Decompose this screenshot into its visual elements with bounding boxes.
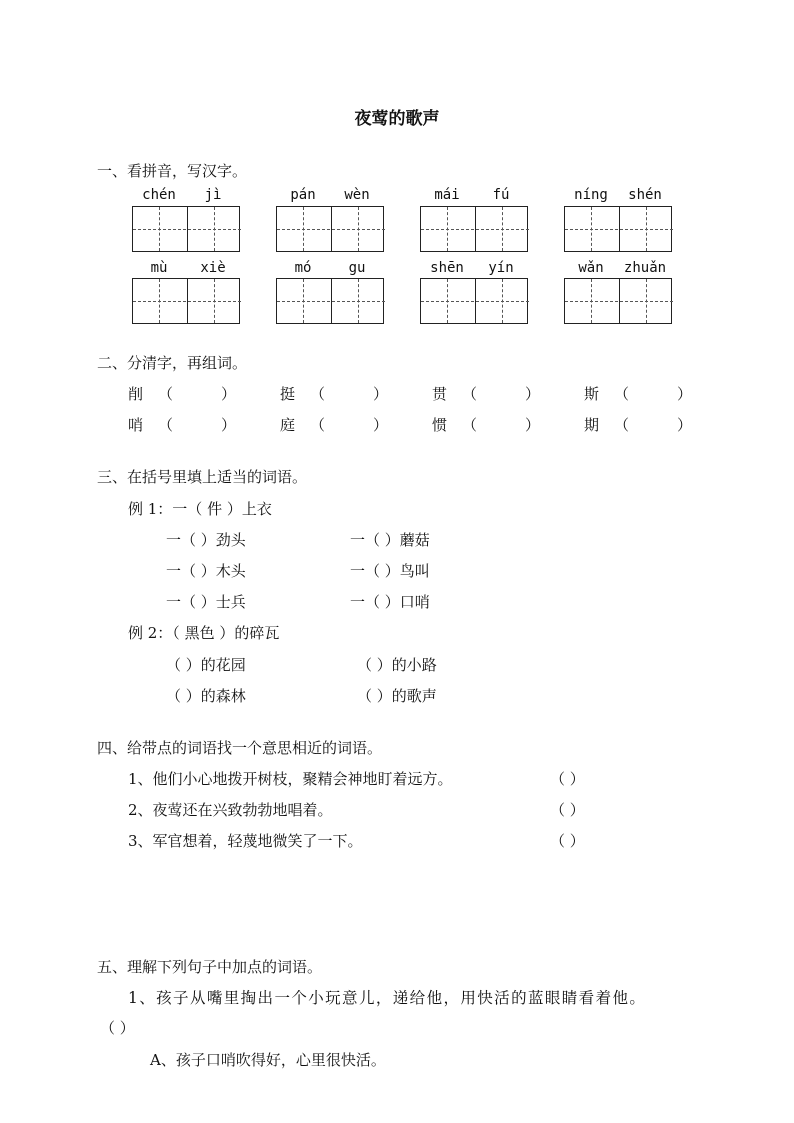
modifier-item: （ ）的小路 <box>357 656 437 674</box>
pinyin-label: gu <box>348 260 366 276</box>
pinyin-label: mù <box>150 260 168 276</box>
option-a: A、孩子口哨吹得好，心里很快活。 <box>150 1051 386 1069</box>
guide-line <box>620 301 673 302</box>
grid-cell[interactable] <box>421 279 474 323</box>
comprehension-question: 1、孩子从嘴里掏出一个小玩意儿，递给他，用快活的蓝眼睛看着他。 <box>128 989 647 1007</box>
answer-blank[interactable]: （ ） <box>550 832 585 850</box>
guide-line <box>188 229 241 230</box>
pinyin-label: zhuǎn <box>623 260 667 276</box>
compare-character: 贯 <box>432 385 448 403</box>
guide-line <box>332 301 385 302</box>
guide-line <box>565 229 618 230</box>
pinyin-label: mái <box>434 187 460 203</box>
pinyin-label: wǎn <box>578 260 604 276</box>
guide-line <box>620 229 673 230</box>
guide-line <box>421 229 474 230</box>
pinyin-label: yín <box>488 260 514 276</box>
grid-cell[interactable] <box>331 279 385 323</box>
compare-character: 庭 <box>280 416 296 434</box>
answer-blank[interactable]: （ ） <box>100 1019 135 1037</box>
grid-cell[interactable] <box>421 207 474 251</box>
pinyin-label: pán <box>290 187 316 203</box>
compare-character: 斯 <box>584 385 600 403</box>
grid-cell[interactable] <box>187 207 241 251</box>
page-title: 夜莺的歌声 <box>354 109 440 129</box>
writing-grid[interactable] <box>420 278 528 324</box>
example1-label: 例 1：一（ 件 ）上衣 <box>128 500 272 518</box>
compare-character: 期 <box>584 416 600 434</box>
synonym-question: 3、军官想着，轻蔑地微笑了一下。 <box>128 832 363 850</box>
writing-grid[interactable] <box>564 278 672 324</box>
pinyin-label: jì <box>204 187 222 203</box>
pinyin-label: níng <box>574 187 608 203</box>
answer-blank[interactable]: （ ） <box>550 801 585 819</box>
measure-item: 一（ ）士兵 <box>166 593 246 611</box>
pinyin-label: shén <box>628 187 662 203</box>
grid-cell[interactable] <box>277 207 330 251</box>
compare-character: 挺 <box>280 385 296 403</box>
writing-grid[interactable] <box>276 278 384 324</box>
section1-heading: 一、看拼音，写汉字。 <box>97 162 248 180</box>
guide-line <box>133 301 186 302</box>
grid-cell[interactable] <box>277 279 330 323</box>
writing-grid[interactable] <box>420 206 528 252</box>
guide-line <box>332 229 385 230</box>
measure-item: 一（ ）木头 <box>166 562 246 580</box>
compare-character: 哨 <box>128 416 144 434</box>
grid-cell[interactable] <box>619 207 673 251</box>
synonym-question: 1、他们小心地拨开树枝，聚精会神地盯着远方。 <box>128 770 453 788</box>
writing-grid[interactable] <box>276 206 384 252</box>
writing-grid[interactable] <box>132 206 240 252</box>
section3-heading: 三、在括号里填上适当的词语。 <box>97 468 308 486</box>
modifier-item: （ ）的歌声 <box>357 687 437 705</box>
synonym-question: 2、夜莺还在兴致勃勃地唱着。 <box>128 801 333 819</box>
grid-cell[interactable] <box>565 207 618 251</box>
guide-line <box>476 229 529 230</box>
compare-character: 惯 <box>432 416 448 434</box>
measure-item: 一（ ）鸟叫 <box>350 562 430 580</box>
grid-cell[interactable] <box>475 207 529 251</box>
answer-blank[interactable]: （ ） <box>550 770 585 788</box>
pinyin-label: xiè <box>200 260 226 276</box>
guide-line <box>277 301 330 302</box>
pinyin-label: fú <box>492 187 510 203</box>
pinyin-label: shēn <box>430 260 464 276</box>
pinyin-label: wèn <box>344 187 370 203</box>
pinyin-label: chén <box>142 187 176 203</box>
guide-line <box>565 301 618 302</box>
guide-line <box>133 229 186 230</box>
modifier-item: （ ）的森林 <box>166 687 246 705</box>
section4-heading: 四、给带点的词语找一个意思相近的词语。 <box>97 739 383 757</box>
guide-line <box>277 229 330 230</box>
measure-item: 一（ ）口哨 <box>350 593 430 611</box>
grid-cell[interactable] <box>565 279 618 323</box>
guide-line <box>421 301 474 302</box>
measure-item: 一（ ）劲头 <box>166 531 246 549</box>
writing-grid[interactable] <box>132 278 240 324</box>
grid-cell[interactable] <box>133 279 186 323</box>
section5-heading: 五、理解下列句子中加点的词语。 <box>97 958 323 976</box>
pinyin-label: mó <box>294 260 312 276</box>
measure-item: 一（ ）蘑菇 <box>350 531 430 549</box>
grid-cell[interactable] <box>187 279 241 323</box>
example2-label: 例 2：（ 黑色 ）的碎瓦 <box>128 624 280 642</box>
guide-line <box>476 301 529 302</box>
guide-line <box>188 301 241 302</box>
writing-grid[interactable] <box>564 206 672 252</box>
section2-heading: 二、分清字，再组词。 <box>97 354 248 372</box>
grid-cell[interactable] <box>475 279 529 323</box>
modifier-item: （ ）的花园 <box>166 656 246 674</box>
grid-cell[interactable] <box>133 207 186 251</box>
compare-character: 削 <box>128 385 144 403</box>
grid-cell[interactable] <box>331 207 385 251</box>
grid-cell[interactable] <box>619 279 673 323</box>
